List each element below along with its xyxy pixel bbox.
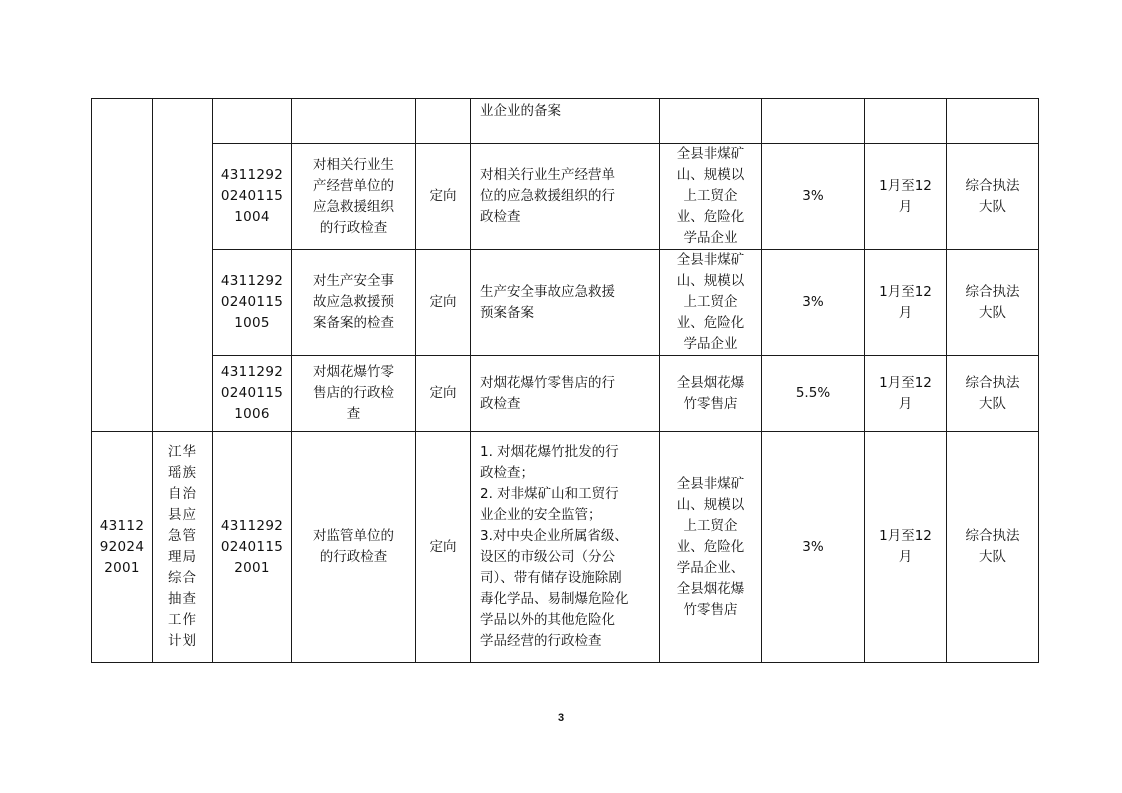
content-cell: 生产安全事故应急救援 预案备案 xyxy=(471,250,660,356)
dept-cell: 综合执法 大队 xyxy=(947,250,1039,356)
method-cell: 定向 xyxy=(416,250,471,356)
content-cell: 1. 对烟花爆竹批发的行 政检查； 2. 对非煤矿山和工贸行 业企业的安全监管； 3.对中央企业所属省级、 设区的市级公司（分公 司）、带有储存设施除剧 毒化学品、易制爆危险化 学品以外的其他危险化 学品经营的行政检查 xyxy=(471,432,660,663)
table-row xyxy=(92,250,1039,356)
item-name-cell xyxy=(292,99,416,144)
ratio-cell: 5.5% xyxy=(762,356,865,432)
scope-cell: 全县非煤矿 山、规模以 上工贸企 业、危险化 学品企业 xyxy=(660,144,762,250)
scope-cell: 全县烟花爆 竹零售店 xyxy=(660,356,762,432)
item-code-cell: 4311292 0240115 1004 xyxy=(213,144,292,250)
item-code-cell: 4311292 0240115 1005 xyxy=(213,250,292,356)
ratio-cell xyxy=(762,99,865,144)
scope-cell xyxy=(660,99,762,144)
inspection-plan-table xyxy=(91,98,1039,663)
scope-cell: 全县非煤矿 山、规模以 上工贸企 业、危险化 学品企业、 全县烟花爆 竹零售店 xyxy=(660,432,762,663)
item-code-cell: 4311292 0240115 1006 xyxy=(213,356,292,432)
time-cell: 1月至12 月 xyxy=(865,432,947,663)
item-name-cell: 对相关行业生 产经营单位的 应急救援组织 的行政检查 xyxy=(292,144,416,250)
table-row xyxy=(92,99,1039,144)
method-cell: 定向 xyxy=(416,144,471,250)
content-cell: 业企业的备案 xyxy=(471,99,660,144)
dept-cell xyxy=(947,99,1039,144)
time-cell: 1月至12 月 xyxy=(865,144,947,250)
item-name-cell: 对监管单位的 的行政检查 xyxy=(292,432,416,663)
dept-cell: 综合执法 大队 xyxy=(947,432,1039,663)
time-cell: 1月至12 月 xyxy=(865,356,947,432)
method-cell xyxy=(416,99,471,144)
ratio-cell: 3% xyxy=(762,144,865,250)
item-code-cell: 4311292 0240115 2001 xyxy=(213,432,292,663)
plan-name-cell xyxy=(153,99,213,432)
table-row xyxy=(92,144,1039,250)
scope-cell: 全县非煤矿 山、规模以 上工贸企 业、危险化 学品企业 xyxy=(660,250,762,356)
table-row xyxy=(92,356,1039,432)
item-name-cell: 对生产安全事 故应急救援预 案备案的检查 xyxy=(292,250,416,356)
plan-code-cell xyxy=(92,99,153,432)
dept-cell: 综合执法 大队 xyxy=(947,356,1039,432)
method-cell: 定向 xyxy=(416,356,471,432)
plan-code-cell: 43112 92024 2001 xyxy=(92,432,153,663)
plan-name-cell: 江华 瑶族 自治 县应 急管 理局 综合 抽查 工作 计划 xyxy=(153,432,213,663)
method-cell: 定向 xyxy=(416,432,471,663)
time-cell: 1月至12 月 xyxy=(865,250,947,356)
table-row xyxy=(92,432,1039,663)
content-cell: 对相关行业生产经营单 位的应急救援组织的行 政检查 xyxy=(471,144,660,250)
page-number: 3 xyxy=(557,712,565,724)
ratio-cell: 3% xyxy=(762,432,865,663)
time-cell xyxy=(865,99,947,144)
dept-cell: 综合执法 大队 xyxy=(947,144,1039,250)
item-name-cell: 对烟花爆竹零 售店的行政检 查 xyxy=(292,356,416,432)
ratio-cell: 3% xyxy=(762,250,865,356)
content-cell: 对烟花爆竹零售店的行 政检查 xyxy=(471,356,660,432)
item-code-cell xyxy=(213,99,292,144)
